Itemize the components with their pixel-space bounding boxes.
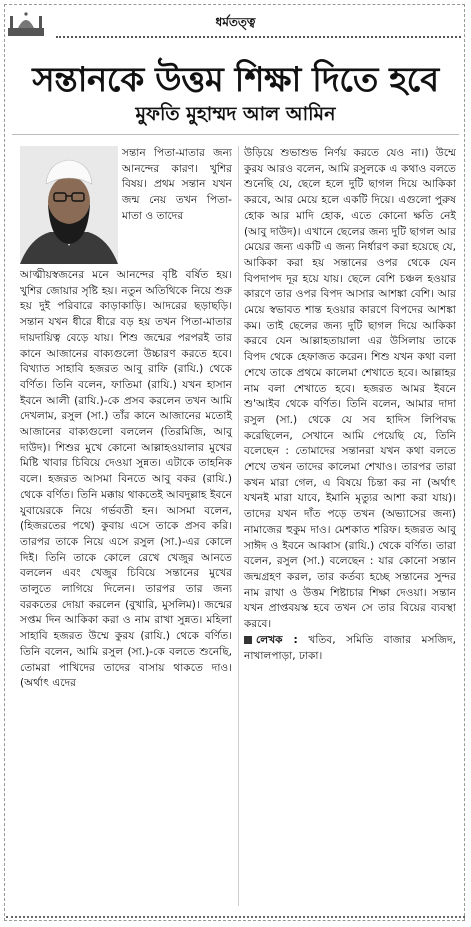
article-right-column (244, 146, 456, 664)
column-divider (238, 146, 239, 906)
left-paragraph: আত্মীয়স্বজনের মনে আনন্দের বৃষ্টি বর্ষিত হয়। খুশির জোয়ার সৃষ্টি হয়। নতুন অতিথিকে নিয়ে শুরু হয় দুই পরিবারে কাড়াকাড়ি। আদরের ছড়াছড়ি। সন্তান যখন ধীরে ধীরে বড় হয় তখন পিতা-মাতার দায়দায়িত্ব বেড়ে যায়। শিশু জন্মের পরপরই তার কানে আজানের বাক্যগুলো উচ্চারণ করতে হবে। বিখ্যাত সাহাবি হজরত আবু রাফি (রাযি.) থেকে বর্ণিত। তিনি বলেন, ফাতিমা (রাযি.) যখন হাসান ইবনে আলী (রাযি.)-কে প্রসব করলেন তখন আমি দেখলাম, রসুল (সা.) তাঁর কানে আজানের মতোই আজানের বাক্যগুলো বললেন (তিরমিজি, আবু দাউদ)। শিশুর মুখে কোনো আল্লাহওয়ালার মুখের মিষ্টি খাবার চিবিয়ে দেওয়া সুন্নত। এটাকে তাহনিক বলে। হজরত আসমা বিনতে আবু বকর (রাযি.) থেকে বর্ণিত। তিনি মক্কায় থাকতেই আবদুল্লাহ ইবনে যুবায়েরকে নিয়ে গর্ভবতী হন। আসমা বলেন, (হিজরতের পথে) কুবায় এসে তাকে প্রসব করি। তারপর তাকে নিয়ে এসে রসুল (সা.)-এর কোলে দিই। তিনি তাকে কোলে রেখে খেজুর আনতে বললেন এবং খেজুর চিবিয়ে সন্তানের মুখের তালুতে লাগিয়ে দিলেন। তারপর তার জন্য বরকতের দোয়া করলেন (বুখারি, মুসলিম)। জন্মের সপ্তম দিন আকিকা করা ও নাম রাখা সুন্নত। মহিলা সাহাবি হজরত উম্মে কুরয (রাযি.) থেকে বর্ণিত। তিনি বলেন, আমি রসুল (সা.)-কে বলতে শুনেছি, তোমরা পাখিদের তাদের বাসায় থাকতে দাও। (অর্থাৎ এদের (20, 269, 232, 690)
byline-text: খতিব, সমিতি বাজার মসজিদ, নাখালপাড়া, ঢাকা। (244, 633, 456, 662)
author-portrait-icon (20, 146, 118, 264)
article-title: সন্তানকে উত্তম শিক্ষা দিতে হবে (32, 60, 439, 100)
author-photo (20, 146, 118, 264)
article-author: মুফতি মুহাম্মদ আল আমিন (135, 103, 336, 125)
author-byline (244, 633, 456, 664)
byline-label: লেখক : (256, 633, 298, 646)
section-title: ধর্মতত্ত্ব (215, 15, 256, 29)
article-left-column (20, 268, 232, 692)
bullet-square-icon (244, 636, 252, 644)
bottom-divider (6, 916, 465, 918)
article-intro-text (122, 146, 232, 225)
intro-paragraph: সন্তান পিতা-মাতার জন্য আনন্দের কারণ। খুশির বিষয়। প্রথম সন্তান যখন জন্ম নেয় তখন পিতা-মাতা ও তাদের (122, 147, 232, 222)
section-header (0, 0, 471, 44)
title-divider (12, 134, 459, 135)
section-divider (56, 36, 461, 38)
right-paragraph: উড়িয়ে শুভাশুভ নির্ণয় করতে যেও না।) উম্মে কুরয আরও বলেন, আমি রসুলকে এ কথাও বলতে শুনেছি যে, ছেলে হলে দুটি ছাগল দিয়ে আকিকা করবে, আর মেয়ে হলে একটি দিয়ে। এগুলো পুরুষ হোক আর মাদি হোক, এতে কোনো ক্ষতি নেই (আবু দাউদ)। এখানে ছেলের জন্য দুটি ছাগল আর মেয়ের জন্য একটি এ জন্য নির্ধারণ করা হয়েছে যে, আকিকা করা হয় সন্তানের ওপর থেকে যেন বিপদাপদ দূর হয়ে যায়। ছেলে বেশি চঞ্চল হওয়ার কারণে তার ওপর বিপদ আসার আশঙ্কা বেশি। আর মেয়ে স্বভাবত শান্ত হওয়ার কারণে বিপদের আশঙ্কা কম। তাই ছেলের জন্য দুটি ছাগল দিয়ে আকিকা করবে যেন আল্লাহতায়ালা এর উসিলায় তাকে বিপদ থেকে হেফাজত করেন। শিশু যখন কথা বলা শেখে তাকে প্রথমে কালেমা শেখাতে হবে। আল্লাহর নাম বলা শেখাতে হবে। হজরত আমর ইবনে শু'আইব থেকে বর্ণিত। তিনি বলেন, আমার দাদা রসুল (সা.) থেকে যে সব হাদিস লিপিবদ্ধ করেছিলেন, সেখানে আমি পেয়েছি যে, তিনি বলেছেন : তোমাদের সন্তানরা যখন কথা বলতে শেখে তখন তাদের কালেমা শেখাও। তারপর তারা কখন মারা গেল, এ বিষয়ে চিন্তা কর না (অর্থাৎ যখনই মারা যাবে, ইমানি মৃত্যুর আশা করা যায়)। তাদের যখন দাঁত পড়ে তখন (অভ্যাসের জন্য) নামাজের হুকুম দাও। মেশকাত শরিফ। হজরত আবু সাঈদ ও ইবনে আব্বাস (রাযি.) থেকে বর্ণিত। তারা বলেন, রসুল (সা.) বলেছেন : যার কোনো সন্তান জন্মগ্রহণ করল, তার কর্তব্য হচ্ছে সন্তানের সুন্দর নাম রাখা ও উত্তম শিষ্টাচার শিক্ষা দেওয়া। সন্তান যখন প্রাপ্তবয়স্ক হবে তখন সে তার বিয়ের ব্যবস্থা করবে। (244, 147, 456, 631)
